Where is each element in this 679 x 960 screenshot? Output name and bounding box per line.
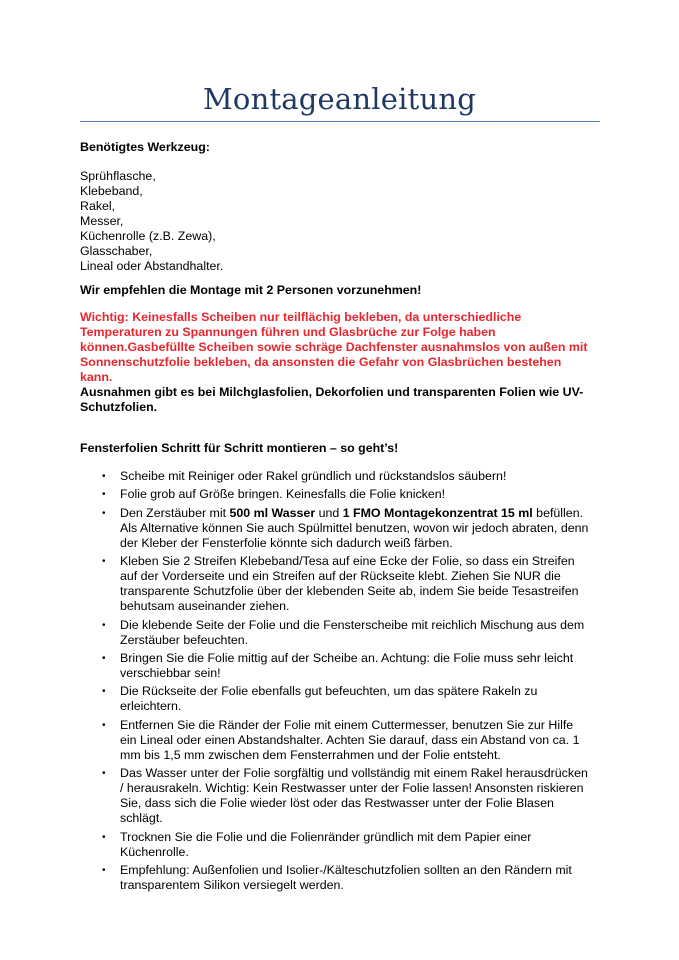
list-item: • Die klebende Seite der Folie und die Fensterscheibe mit reichlich Mischung aus dem Zerstäuber befeuchten. [80,618,600,648]
tools-heading: Benötigtes Werkzeug: [80,140,210,154]
bullet-icon [102,487,106,502]
list-item: • Das Wasser unter der Folie sorgfältig und vollständig mit einem Rakel herausdrücken / herausrakeln. Wichtig: Kein Restwasser unter der Folie lassen! Ansonsten riskieren Sie, dass sich die Folie wieder löst oder das Restwasser unter der Folie Blasen schlägt. [80,766,600,826]
steps-heading: Fensterfolien Schritt für Schritt montieren – so geht’s! [80,441,399,455]
list-item: • Die Rückseite der Folie ebenfalls gut befeuchten, um das spätere Rakeln zu erleichtern. [80,684,600,714]
list-item: • Kleben Sie 2 Streifen Klebeband/Tesa auf eine Ecke der Folie, so dass ein Streifen auf der Vorderseite und ein Streifen auf der Rückseite klebt. Ziehen Sie NUR die transparente Schutzfolie über der klebenden Seite ab, indem Sie beide Tesastreifen behutsam auseinander ziehen. [80,554,600,614]
bullet-icon [102,863,106,878]
exception-line: Schutzfolien. [80,400,158,414]
exception-text [80,385,600,415]
warning-line: Wichtig: Keinesfalls Scheiben nur teilflächig bekleben, da unterschiedliche [80,310,522,324]
tool-item: Messer, [80,214,124,228]
tools-list [80,169,223,274]
warning-line: Temperaturen zu Spannungen führen und Glasbrüche zur Folge haben [80,325,496,339]
tool-item: Sprühflasche, [80,169,156,183]
tool-item: Lineal oder Abstandhalter. [80,259,224,273]
warning-line: Sonnenschutzfolie bekleben, da ansonsten die Gefahr von Glasbrüchen bestehen [80,355,562,369]
tool-item: Glasschaber, [80,244,153,258]
page-title: Montageanleitung [203,82,476,116]
bullet-icon [102,830,106,845]
list-item: • Den Zerstäuber mit 500 ml Wasser und 1 FMO Montagekonzentrat 15 ml befüllen. Als Alternative können Sie auch Spülmittel benutzen, wovon wir jedoch abraten, denn der Kleber der Fensterfolie könnte sich dadurch weiß färben. [80,506,600,551]
bullet-icon [102,718,106,733]
warning-line: können.Gasbefüllte Scheiben sowie schräge Dachfenster ausnahmslos von außen mit [80,340,588,354]
bullet-icon [102,506,106,521]
list-item: • Empfehlung: Außenfolien und Isolier-/Kälteschutzfolien sollten an den Rändern mit transparentem Silikon versiegelt werden. [80,863,600,893]
bullet-icon [102,469,106,484]
bullet-icon [102,618,106,633]
list-item: • Trocknen Sie die Folie und die Folienränder gründlich mit dem Papier einer Küchenrolle. [80,830,600,860]
exception-line: Ausnahmen gibt es bei Milchglasfolien, Dekorfolien und transparenten Folien wie UV- [80,385,584,399]
recommendation: Wir empfehlen die Montage mit 2 Personen vorzunehmen! [80,283,422,297]
warning-line: kann. [80,370,113,384]
bullet-icon [102,651,106,666]
warning-text [80,310,600,385]
tool-item: Küchenrolle (z.B. Zewa), [80,229,216,243]
steps-list [80,469,600,896]
bullet-icon [102,554,106,569]
bullet-icon [102,684,106,699]
list-item: • Folie grob auf Größe bringen. Keinesfalls die Folie knicken! [80,487,600,502]
list-item: • Bringen Sie die Folie mittig auf der Scheibe an. Achtung: die Folie muss sehr leicht verschiebbar sein! [80,651,600,681]
title-underline [80,121,600,122]
tool-item: Klebeband, [80,184,143,198]
tool-item: Rakel, [80,199,116,213]
bullet-icon [102,766,106,781]
list-item: • Entfernen Sie die Ränder der Folie mit einem Cuttermesser, benutzen Sie zur Hilfe ein Lineal oder einen Abstandshalter. Achten Sie darauf, dass ein Abstand von ca. 1 mm bis 1,5 mm zwischen dem Fensterrahmen und der Folie entsteht. [80,718,600,763]
list-item: • Scheibe mit Reiniger oder Rakel gründlich und rückstandslos säubern! [80,469,600,484]
